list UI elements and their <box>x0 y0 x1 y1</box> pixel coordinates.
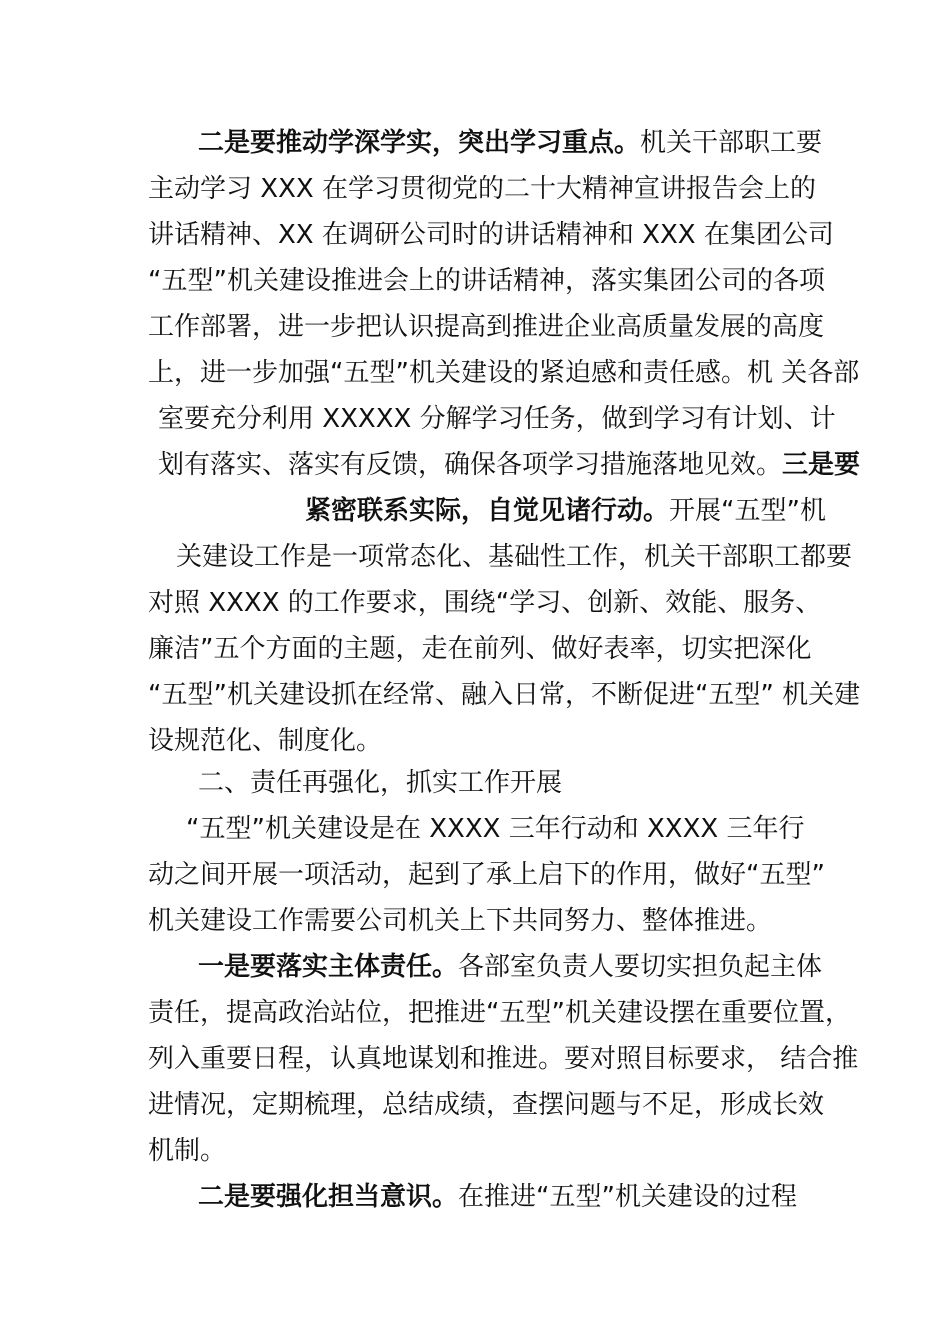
text-line: 划有落实、落实有反馈，确保各项学习措施落地见效。三是要 <box>158 450 861 480</box>
text-line: 讲话精神、XX 在调研公司时的讲话精神和 XXX 在集团公司 <box>148 220 834 250</box>
section-heading: 二、责任再强化，抓实工作开展 <box>198 768 563 798</box>
bold-lead: 二是要强化担当意识。 <box>198 1182 459 1212</box>
text-line: 动之间开展一项活动，起到了承上启下的作用，做好“五型” <box>148 860 825 890</box>
text-line: 列入重要日程，认真地谋划和推进。要对照目标要求， 结合推 <box>148 1044 859 1074</box>
bold-lead: 二是要推动学深学实，突出学习重点。 <box>198 128 641 158</box>
text-line: “五型”机关建设抓在经常、融入日常，不断促进“五型” 机关建 <box>148 680 861 710</box>
text-line: 责任，提高政治站位，把推进“五型”机关建设摆在重要位置， <box>148 998 851 1028</box>
text-line: 一是要落实主体责任。各部室负责人要切实担负起主体 <box>198 952 823 982</box>
text-line: 廉洁”五个方面的主题，走在前列、做好表率，切实把深化 <box>148 634 812 664</box>
text-line: 二是要强化担当意识。在推进“五型”机关建设的过程 <box>198 1182 797 1212</box>
text-line: 机关建设工作需要公司机关上下共同努力、整体推进。 <box>148 906 773 936</box>
text-line: 主动学习 XXX 在学习贯彻党的二十大精神宣讲报告会上的 <box>148 174 816 204</box>
text-line: “五型”机关建设是在 XXXX 三年行动和 XXXX 三年行 <box>186 814 805 844</box>
text-line: 工作部署，进一步把认识提高到推进企业高质量发展的高度 <box>148 312 825 342</box>
text-line: 机制。 <box>148 1136 227 1166</box>
bold-lead: 三是要 <box>782 450 861 480</box>
bold-lead: 紧密联系实际，自觉见诸行动。 <box>305 496 670 526</box>
text-line: “五型”机关建设推进会上的讲话精神，落实集团公司的各项 <box>148 266 825 296</box>
text-line: 关建设工作是一项常态化、基础性工作，机关干部职工都要 <box>176 542 853 572</box>
text-line: 对照 XXXX 的工作要求，围绕“学习、创新、效能、服务、 <box>148 588 822 618</box>
text-line: 设规范化、制度化。 <box>148 726 383 756</box>
text-line: 二是要推动学深学实，突出学习重点。机关干部职工要 <box>198 128 823 158</box>
text-line: 紧密联系实际，自觉见诸行动。开展“五型”机 <box>305 496 826 526</box>
text-line: 进情况，定期梳理，总结成绩，查摆问题与不足，形成长效 <box>148 1090 825 1120</box>
text-line: 室要充分利用 XXXXX 分解学习任务，做到学习有计划、计 <box>158 404 836 434</box>
text-line: 上，进一步加强“五型”机关建设的紧迫感和责任感。机 关各部 <box>148 358 860 388</box>
bold-lead: 一是要落实主体责任。 <box>198 952 459 982</box>
